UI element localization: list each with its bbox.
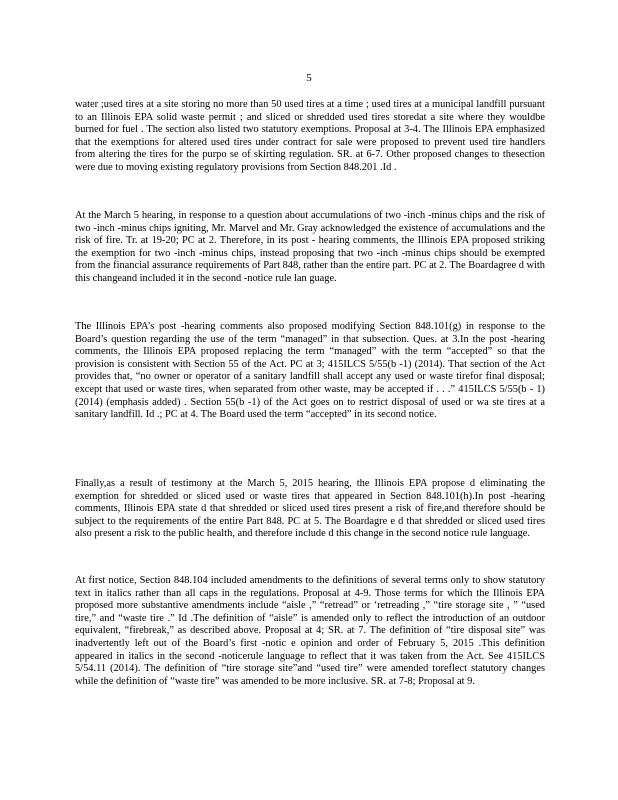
paragraph: water ;used tires at a site storing no more than 50 used tires at a time ; used tires at a municipal landfill pursuant to an Illinois EPA solid waste permit ; and sliced or shredded used tires storedat a site where they wouldbe burned for fuel . The section also listed two statutory exemptions. Proposal at 3-4. The Illinois EPA emphasized that the exemptions for altered used tires under contract for sale were proposed to prevent used tire handlers from altering the tires for the purpo se of skirting regulation. SR. at 6-7. Other proposed changes to thesection were due to moving existing regulatory provisions from Section 848.201 .Id .	[75, 99, 545, 173]
page-number: 5	[306, 72, 312, 84]
paragraph: At the March 5 hearing, in response to a question about accumulations of two -inch -minus chips and the risk of two -inch -minus chips igniting, Mr. Marvel and Mr. Gray acknowledged the existence of accumulations and the risk of fire. Tr. at 19-20; PC at 2. Therefore, in its post - hearing comments, the Illinois EPA proposed striking the exemption for two -inch -minus chips, instead proposing that two -inch -minus chips should be exempted from the financial assurance requirements of Part 848, rather than the entire part. PC at 2. The Boardagree d with this changeand included it in the second -notice rule lan guage.	[75, 210, 545, 284]
paragraph: At first notice, Section 848.104 included amendments to the definitions of several terms only to show statutory text in italics rather than all caps in the regulations. Proposal at 4-9. Those terms for which the Illinois EPA proposed more substantive amendments include “aisle ,” “retread” or ‘retreading ,” “tire storage site , ” “used tire,” and “waste tire .” Id .The definition of “aisle” is amended only to reflect the introduction of an outdoor equivalent, “firebreak,” as described above. Proposal at 4; SR. at 7. The definition of “tire disposal site” was inadvertently left out of the Board’s first -notic e opinion and order of February 5, 2015 .This definition appeared in italics in the second -noticerule language to reflect that it was taken from the Act. See 415ILCS 5/54.11 (2014). The definition of “tire storage site”and “used tire” were amended toreflect statutory changes while the definition of “waste tire” was amended to be more inclusive. SR. at 7-8; Proposal at 9.	[75, 575, 545, 687]
paragraph: Finally,as a result of testimony at the March 5, 2015 hearing, the Illinois EPA propose d eliminating the exemption for shredded or sliced used or waste tires that appeared in Section 848.101(h).In post -hearing comments, Illinois EPA state d that shredded or sliced used tires present a risk of fire,and therefore should be subject to the requirements of the entire Part 848. PC at 5. The Boardagre e d that shredded or sliced used tires also present a risk to the public health, and therefore include d this change in the second notice rule language.	[75, 478, 545, 540]
paragraph: The Illinois EPA’s post -hearing comments also proposed modifying Section 848.101(g) in response to the Board’s question regarding the use of the term “managed” in that subsection. Ques. at 3.In the post -hearing comments, the Illinois EPA proposed replacing the term “managed” with the term “accepted” so that the provision is consistent with Section 55 of the Act. PC at 3; 415ILCS 5/55(b -1) (2014). That section of the Act provides that, “no owner or operator of a sanitary landfill shall accept any used or waste tirefor final disposal; except that used or waste tires, when separated from other waste, may be accepted if . . .” 415ILCS 5/55(b - 1) (2014) (emphasis added) . Section 55(b -1) of the Act goes on to restrict disposal of used or wa ste tires at a sanitary landfill. Id .; PC at 4. The Board used the term “accepted” in its second notice.	[75, 321, 545, 421]
